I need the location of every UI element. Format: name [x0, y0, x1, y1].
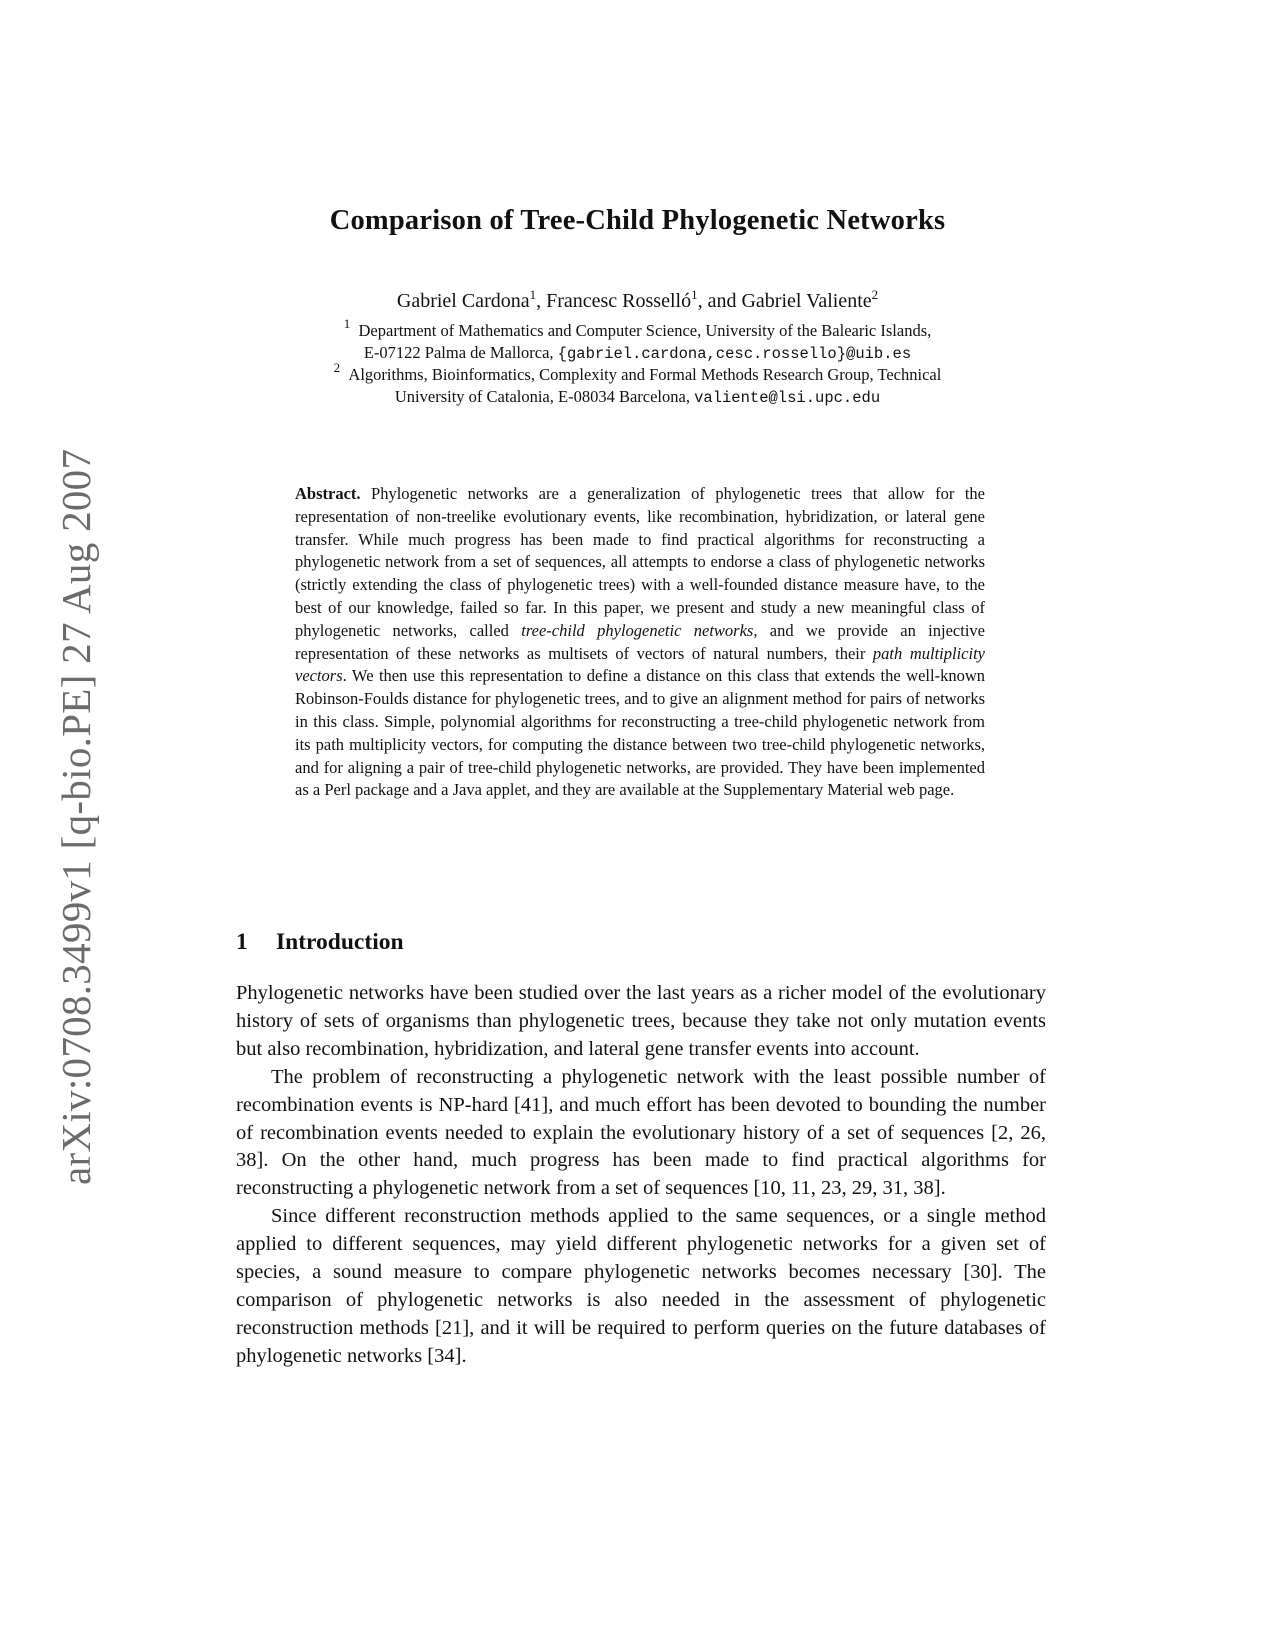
abstract-emphasis: tree-child phylogenetic networks: [521, 620, 754, 640]
affiliation-line: [0, 316, 1275, 342]
affiliation-mark: 2: [871, 287, 879, 302]
paper-title: Comparison of Tree-Child Phylogenetic Networks: [329, 205, 946, 236]
email-address: {gabriel.cardona,cesc.rossello}@uib.es: [557, 345, 912, 363]
affiliation-line: [0, 360, 1275, 386]
affiliation-mark: 1: [343, 316, 351, 331]
affiliation-2: [0, 360, 1275, 409]
author-list: [0, 287, 1275, 313]
affiliation-text: Department of Mathematics and Computer Science, University of the Balearic Islands,: [358, 321, 932, 340]
abstract-emphasis: path multiplicity vectors: [295, 643, 985, 686]
affiliation-mark: 1: [691, 287, 698, 302]
section-heading: [236, 929, 404, 956]
author-separator: ,: [536, 290, 547, 312]
affiliation-text: E-07122 Palma de Mallorca,: [363, 343, 558, 362]
body-paragraph: Since different reconstruction methods applied to the same sequences, or a single method applied to different sequences, may yield different phylogenetic networks for a given set of species, a sound measure to compare phylogenetic networks becomes necessary [30]. The comparison of phylogenetic networks is also needed in the assessment of phylogenetic reconstruction methods [21], and it will be required to perform queries on the future databases of phylogenetic networks [34].: [236, 1205, 1046, 1367]
abstract: [295, 483, 985, 802]
affiliation-line: [0, 386, 1275, 409]
abstract-text: Phylogenetic networks are a generalization of phylogenetic trees that allow for the representation of non-treelike evolutionary events, like recombination, hybridization, or lateral gene transfer. While much progress has been made to find practical algorithms for reconstructing a phylogenetic network from a set of sequences, all attempts to endorse a class of phylogenetic networks (strictly extending the class of phylogenetic trees) with a well-founded distance measure have, to the best of our knowledge, failed so far. In this paper, we present and study a new meaningful class of phylogenetic networks, called: [295, 484, 985, 640]
section-title: Introduction: [276, 929, 404, 955]
affiliation-mark: 2: [333, 360, 341, 375]
author-name: Gabriel Valiente: [741, 290, 872, 312]
email-address: valiente@lsi.upc.edu: [694, 389, 881, 407]
affiliation-text: University of Catalonia, E-08034 Barcelona,: [394, 387, 695, 406]
abstract-label: Abstract.: [295, 484, 361, 503]
author-name: Francesc Rosselló: [546, 290, 692, 312]
author-name: Gabriel Cardona: [396, 290, 530, 312]
abstract-text: . We then use this representation to define a distance on this class that extends the well-known Robinson-Foulds distance for phylogenetic trees, and to give an alignment method for pairs of networks in this class. Simple, polynomial algorithms for reconstructing a tree-child phylogenetic network from its path multiplicity vectors, for computing the distance between two tree-child phylogenetic networks, and for aligning a pair of tree-child phylogenetic networks, are provided. They have been implemented as a Perl package and a Java applet, and they are available at the Supplementary Material web page.: [295, 666, 985, 800]
affiliation-mark: 1: [529, 287, 537, 302]
body-paragraph: Phylogenetic networks have been studied over the last years as a richer model of the evolutionary history of sets of organisms than phylogenetic trees, because they take not only mutation events but also recombination, hybridization, and lateral gene transfer events into account.: [236, 982, 1046, 1060]
body-paragraph: The problem of reconstructing a phylogenetic network with the least possible number of recombination events is NP-hard [41], and much effort has been devoted to bounding the number of recombination events needed to explain the evolutionary history of a set of sequences [2, 26, 38]. On the other hand, much progress has been made to find practical algorithms for reconstructing a phylogenetic network from a set of sequences [10, 11, 23, 29, 31, 38].: [236, 1065, 1046, 1200]
section-number: 1: [236, 929, 248, 955]
affiliation-1: [0, 316, 1275, 365]
introduction-body: [236, 980, 1046, 1371]
abstract-text: , and we provide an injective representation of these networks as multisets of vectors of natural numbers, their: [295, 620, 985, 663]
arxiv-identifier-stamp: arXiv:0708.3499v1 [q-bio.PE] 27 Aug 2007: [53, 448, 99, 1185]
affiliation-text: Algorithms, Bioinformatics, Complexity and Formal Methods Research Group, Technical: [348, 365, 942, 384]
affiliation-line: [0, 342, 1275, 365]
author-separator: , and: [697, 290, 742, 312]
